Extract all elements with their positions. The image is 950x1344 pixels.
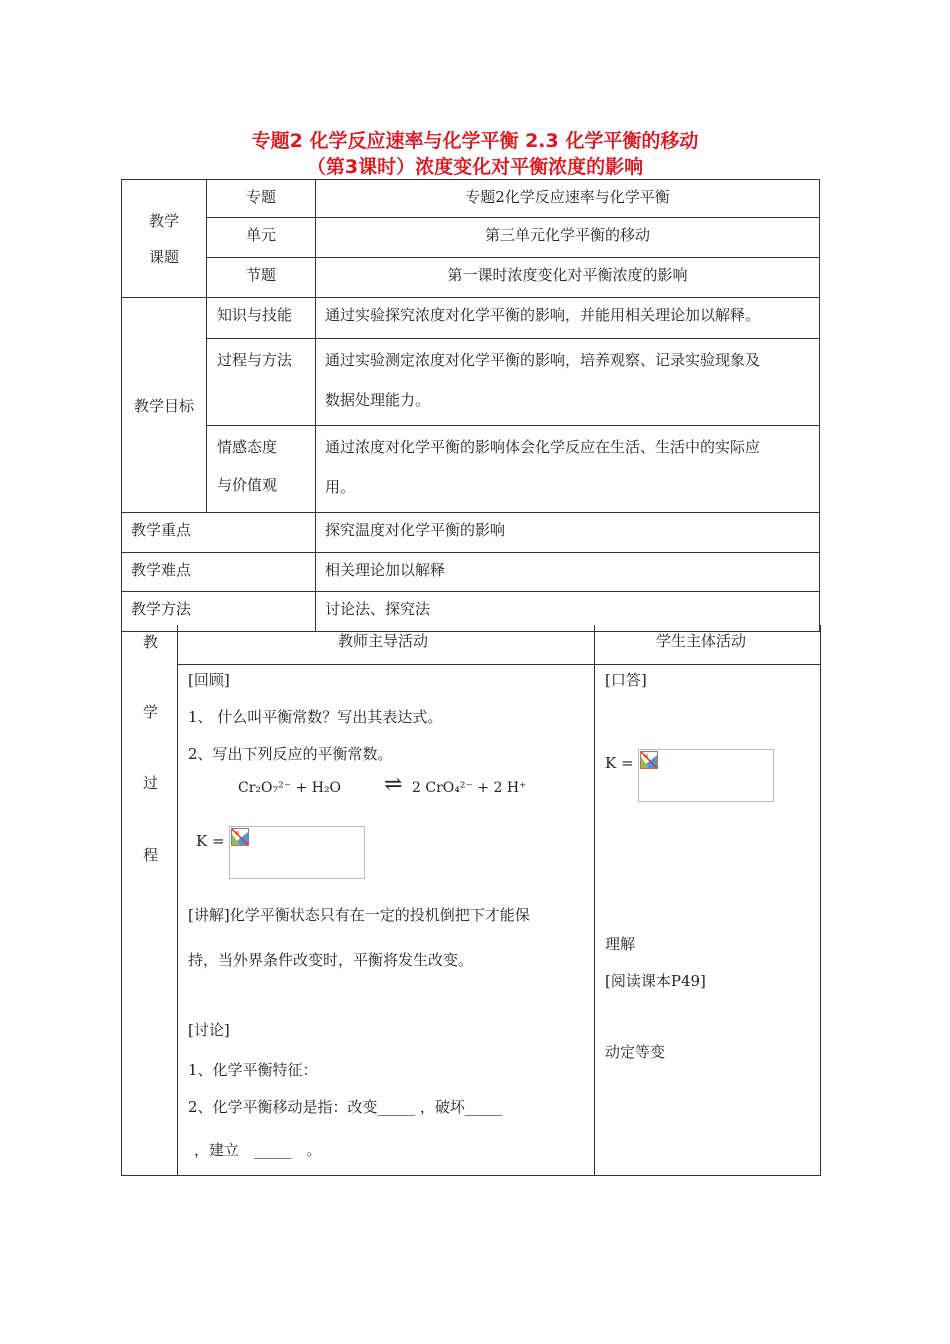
objective-attitude-value-2: 用。 xyxy=(325,478,356,496)
objective-attitude-key-1: 情感态度 xyxy=(217,438,278,456)
objective-knowledge-key: 知识与技能 xyxy=(207,298,316,339)
difficulty-value: 相关理论加以解释 xyxy=(316,553,820,592)
section-key: 节题 xyxy=(207,258,316,298)
discussion-item-1: 1、化学平衡特征： xyxy=(188,1061,318,1079)
broken-image-icon xyxy=(640,751,658,769)
review-question-1: 1、 什么叫平衡常数？写出其表达式。 xyxy=(188,708,443,726)
discussion-item-2-cont: ，建立 _____ 。 xyxy=(194,1141,322,1159)
read-textbook-text: [阅读课本P49] xyxy=(605,972,706,990)
topic-label-1: 教学 xyxy=(148,211,179,230)
discussion-tag: [讨论] xyxy=(188,1021,230,1039)
topic-key: 专题 xyxy=(207,180,316,218)
page-title-line2: （第3课时）浓度变化对平衡浓度的影响 xyxy=(306,156,644,178)
objective-attitude-key-2: 与价值观 xyxy=(217,476,278,494)
teacher-k-label: K = xyxy=(196,832,225,850)
equation-right: 2 CrO₄²⁻ + 2 H⁺ xyxy=(412,780,527,796)
topic-label-cell xyxy=(122,180,207,298)
discussion-item-2: 2、化学平衡移动是指：改变_____ ，破坏_____ xyxy=(188,1098,503,1116)
objective-attitude-value-1: 通过浓度对化学平衡的影响体会化学反应在生活、生活中的实际应 xyxy=(325,438,761,456)
page-title-line1: 专题2 化学反应速率与化学平衡 2.3 化学平衡的移动 xyxy=(251,130,699,152)
process-label-char-1: 教 xyxy=(143,633,159,651)
understand-text: 理解 xyxy=(605,935,636,953)
equilibrium-features-text: 动定等变 xyxy=(605,1043,666,1061)
broken-image-icon xyxy=(231,828,249,846)
lecture-line-1: [讲解]化学平衡状态只有在一定的投机倒把下才能保 xyxy=(188,906,530,924)
objective-attitude-key xyxy=(207,426,316,513)
equilibrium-arrow-icon: ⇌ xyxy=(384,772,403,797)
objectives-label: 教学目标 xyxy=(122,298,207,513)
section-value: 第一课时浓度变化对平衡浓度的影响 xyxy=(316,258,820,298)
teacher-k-expression-image xyxy=(229,826,365,879)
key-point-label: 教学重点 xyxy=(122,513,316,553)
teacher-activity-header: 教师主导活动 xyxy=(338,632,429,650)
objective-process-value-1: 通过实验测定浓度对化学平衡的影响，培养观察、记录实验现象及 xyxy=(325,351,761,369)
teaching-process-section xyxy=(121,625,821,1176)
process-label-char-3: 过 xyxy=(143,774,159,792)
topic-label-2: 课题 xyxy=(148,247,179,266)
objective-knowledge-value: 通过实验探究浓度对化学平衡的影响，并能用相关理论加以解释。 xyxy=(316,298,820,339)
method-value: 讨论法、探究法 xyxy=(316,592,820,632)
review-question-2: 2、写出下列反应的平衡常数。 xyxy=(188,745,393,763)
difficulty-label: 教学难点 xyxy=(122,553,316,592)
objective-attitude-value xyxy=(316,426,820,513)
unit-value: 第三单元化学平衡的移动 xyxy=(316,218,820,258)
lesson-plan-table xyxy=(121,179,820,632)
objective-process-key-text: 过程与方法 xyxy=(217,351,293,369)
oral-answer-tag: [口答] xyxy=(605,671,647,689)
equation-left: Cr₂O₇²⁻ + H₂O xyxy=(238,780,342,796)
objective-process-value xyxy=(316,339,820,426)
objective-process-value-2: 数据处理能力。 xyxy=(325,391,431,409)
process-label-char-2: 学 xyxy=(143,703,159,721)
review-tag: [回顾] xyxy=(188,671,230,689)
student-k-label: K = xyxy=(605,754,634,772)
method-label: 教学方法 xyxy=(122,592,316,632)
lecture-line-2: 持，当外界条件改变时，平衡将发生改变。 xyxy=(188,951,474,969)
process-label-char-4: 程 xyxy=(143,846,159,864)
student-activity-header: 学生主体活动 xyxy=(656,632,747,650)
unit-key: 单元 xyxy=(207,218,316,258)
student-k-expression-image xyxy=(638,749,774,802)
topic-value: 专题2化学反应速率与化学平衡 xyxy=(316,180,820,218)
objective-process-key xyxy=(207,339,316,426)
key-point-value: 探究温度对化学平衡的影响 xyxy=(316,513,820,553)
